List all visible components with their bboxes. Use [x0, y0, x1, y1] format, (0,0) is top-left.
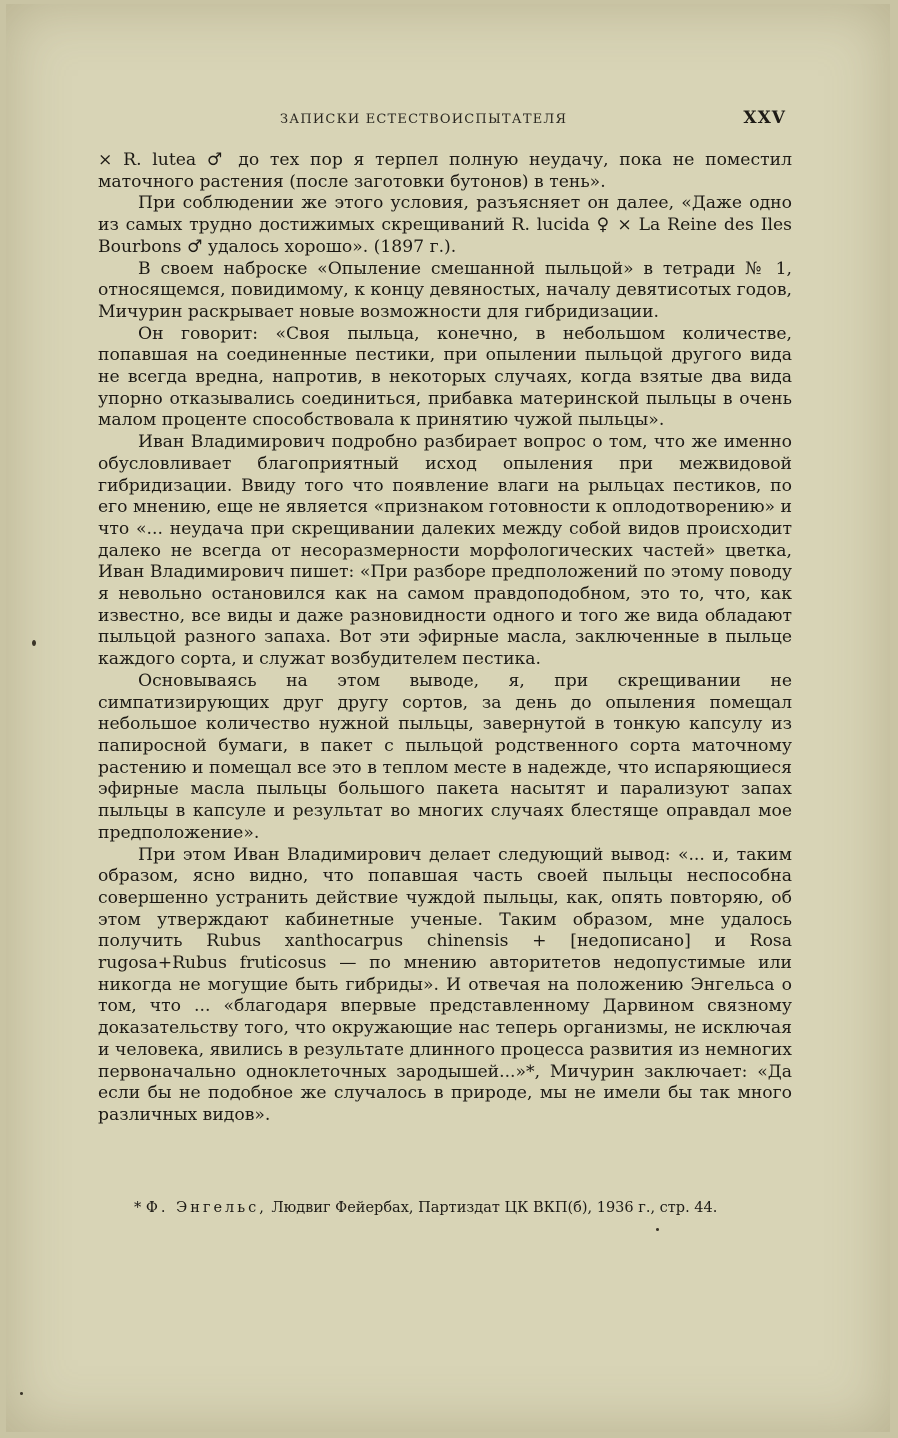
ink-speck: [32, 640, 36, 646]
paragraph-3: В своем наброске «Опыление смешанной пыльцой» в тетради № 1, относящемся, повидимому, к концу девяностых, началу девятисотых годов, Мичурин раскрывает новые возможности для гибридизации.: [98, 258, 792, 322]
paragraph-4: Он говорит: «Своя пыльца, конечно, в небольшом количестве, попавшая на соединенные пестики, при опылении пыльцой другого вида не всегда вредна, напротив, в некоторых случаях, когда взятые два вида упорно отказывались соединиться, прибавка материнской пыльцы в очень малом проценте способствовала к принятию чужой пыльцы».: [98, 323, 792, 431]
running-title: ЗАПИСКИ ЕСТЕСТВОИСПЫТАТЕЛЯ: [280, 112, 568, 127]
footnote: [134, 1200, 794, 1216]
paragraph-1: × R. lutea ♂ до тех пор я терпел полную неудачу, пока не поместил маточного растения (после заготовки бутонов) в тень».: [98, 150, 792, 192]
body-text: [98, 150, 792, 1127]
footnote-author: Ф. Энгельс,: [145, 1200, 267, 1216]
paragraph-5: Иван Владимирович подробно разбирает вопрос о том, что же именно обусловливает благоприятный исход опыления при межвидовой гибридизации. Ввиду того что появление влаги на рыльцах пестиков, по его мнению, еще не является «признаком готовности к оплодотворению» и что «... неудача при скрещивании далеких между собой видов происходит далеко не всегда от несоразмерности морфологических частей» цветка, Иван Владимирович пишет: «При разборе предположений по этому поводу я невольно остановился как на самом правдоподобном, это то, что, как известно, все виды и даже разновидности одного и того же вида обладают пыльцой разного запаха. Вот эти эфирные масла, заключенные в пыльце каждого сорта, и служат возбудителем пестика.: [98, 432, 792, 670]
footnote-marker: *: [134, 1200, 142, 1216]
book-page: [6, 4, 890, 1432]
page-number: XXV: [743, 108, 786, 128]
paragraph-6: Основываясь на этом выводе, я, при скрещивании не симпатизирующих друг другу сортов, за день до опыления помещал небольшое количество нужной пыльцы, завернутой в тонкую капсулу из папиросной бумаги, в пакет с пыльцой родственного сорта маточному растению и помещал все это в теплом месте в надежде, что испаряющиеся эфирные масла пыльцы большого пакета насытят и парализуют запах пыльцы в капсуле и результат во многих случаях блестяще оправдал мое предположение».: [98, 670, 792, 843]
ink-speck: [20, 1392, 23, 1395]
paragraph-7: При этом Иван Владимирович делает следующий вывод: «... и, таким образом, ясно видно, что попавшая часть своей пыльцы неспособна совершенно устранить действие чуждой пыльцы, как, опять повторяю, об этом утверждают кабинетные ученые. Таким образом, мне удалось получить Rubus xanthocarpus chinensis + [недописано] и Rosa rugosa+Rubus fruticosus — по мнению авторитетов недопустимые или никогда не могущие быть гибриды». И отвечая на положению Энгельса о том, что ... «благодаря впервые представленному Дарвином связному доказательству того, что окружающие нас теперь организмы, не исключая и человека, явились в результате длинного процесса развития из немногих первоначально одноклеточных зародышей...»*, Мичурин заключает: «Да если бы не подобное же случалось в природе, мы не имели бы так много различных видов».: [98, 844, 792, 1125]
ink-speck: [656, 1228, 659, 1231]
page-header: [100, 108, 790, 132]
footnote-text: Людвиг Фейербах, Партиздат ЦК ВКП(б), 1936 г., стр. 44.: [271, 1200, 718, 1216]
paragraph-2: При соблюдении же этого условия, разъясняет он далее, «Даже одно из самых трудно достижимых скрещиваний R. lucida ♀ × La Reine des Iles Bourbons ♂ удалось хорошо». (1897 г.).: [98, 193, 792, 257]
